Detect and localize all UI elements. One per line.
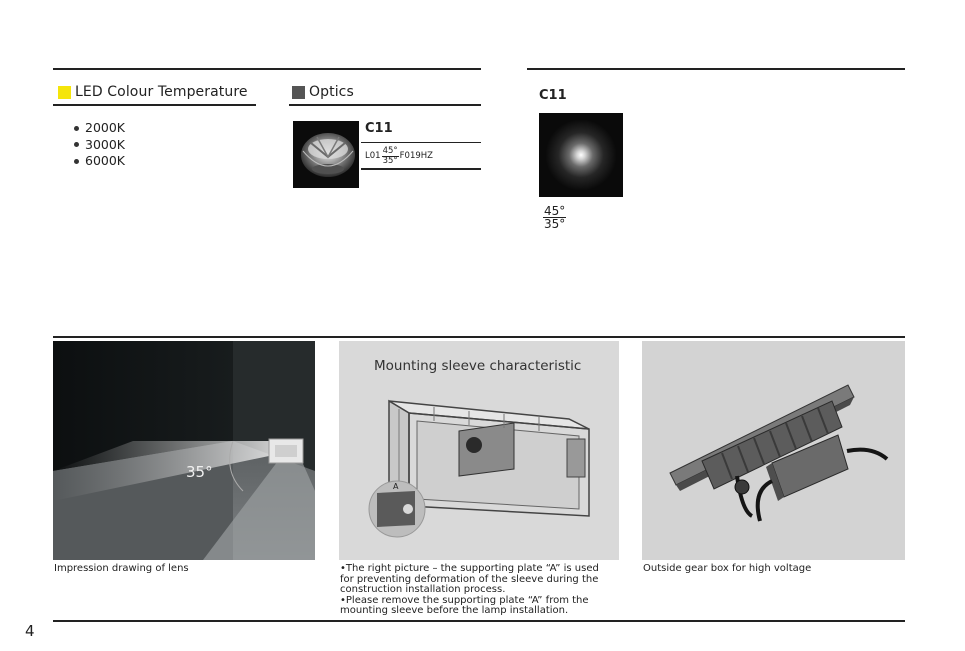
optics-code-rule <box>361 142 481 143</box>
page-number: 4 <box>25 622 35 640</box>
top-rule-left <box>53 68 481 70</box>
beam-angle: $\frac{45^\circ}{35^\circ}$ <box>544 204 566 231</box>
gearbox-caption: Outside gear box for high voltage <box>643 563 812 574</box>
sleeve-caption-line: •Please remove the supporting plate “A” from the <box>340 594 589 606</box>
lens-thumbnail <box>293 121 359 188</box>
optics-underline <box>289 104 481 106</box>
list-item: 6000K <box>74 153 125 170</box>
colour-temp-heading <box>58 84 248 100</box>
middle-rule <box>53 336 905 338</box>
optics-code: C11 <box>365 121 393 136</box>
optics-title: Optics <box>309 84 354 100</box>
colour-temp-underline <box>53 104 256 106</box>
list-item: 3000K <box>74 137 125 154</box>
list-item: 2000K <box>74 120 125 137</box>
sleeve-caption-line: construction installation process. <box>340 584 506 595</box>
gearbox-image <box>642 341 905 560</box>
sleeve-caption-line: •The right picture – the supporting plate “A” is used <box>340 563 599 574</box>
sleeve-caption-line: mounting sleeve before the lamp installation. <box>340 605 569 616</box>
gray-swatch-icon <box>292 86 305 99</box>
lens-impression-image <box>53 341 315 560</box>
optics-heading <box>292 84 354 100</box>
lens-caption: Impression drawing of lens <box>54 563 189 574</box>
sleeve-caption <box>340 564 599 617</box>
colour-temp-title: LED Colour Temperature <box>75 84 248 100</box>
lens-angle-label: 35° <box>186 463 213 481</box>
colour-temp-list <box>74 120 125 170</box>
sleeve-caption-line: for preventing deformation of the sleeve during the <box>340 573 599 585</box>
yellow-swatch-icon <box>58 86 71 99</box>
beam-code: C11 <box>539 88 567 103</box>
sleeve-title: Mounting sleeve characteristic <box>374 358 582 374</box>
bottom-rule <box>53 620 905 622</box>
mounting-sleeve-image <box>339 341 619 560</box>
plate-label: A <box>393 482 399 491</box>
optics-bottom-rule <box>361 168 481 170</box>
top-rule-right <box>527 68 905 70</box>
beam-pattern-image <box>539 113 623 197</box>
optics-product-code: L01 $\frac{45^\circ}{35^\circ}$ F019HZ <box>365 146 433 166</box>
